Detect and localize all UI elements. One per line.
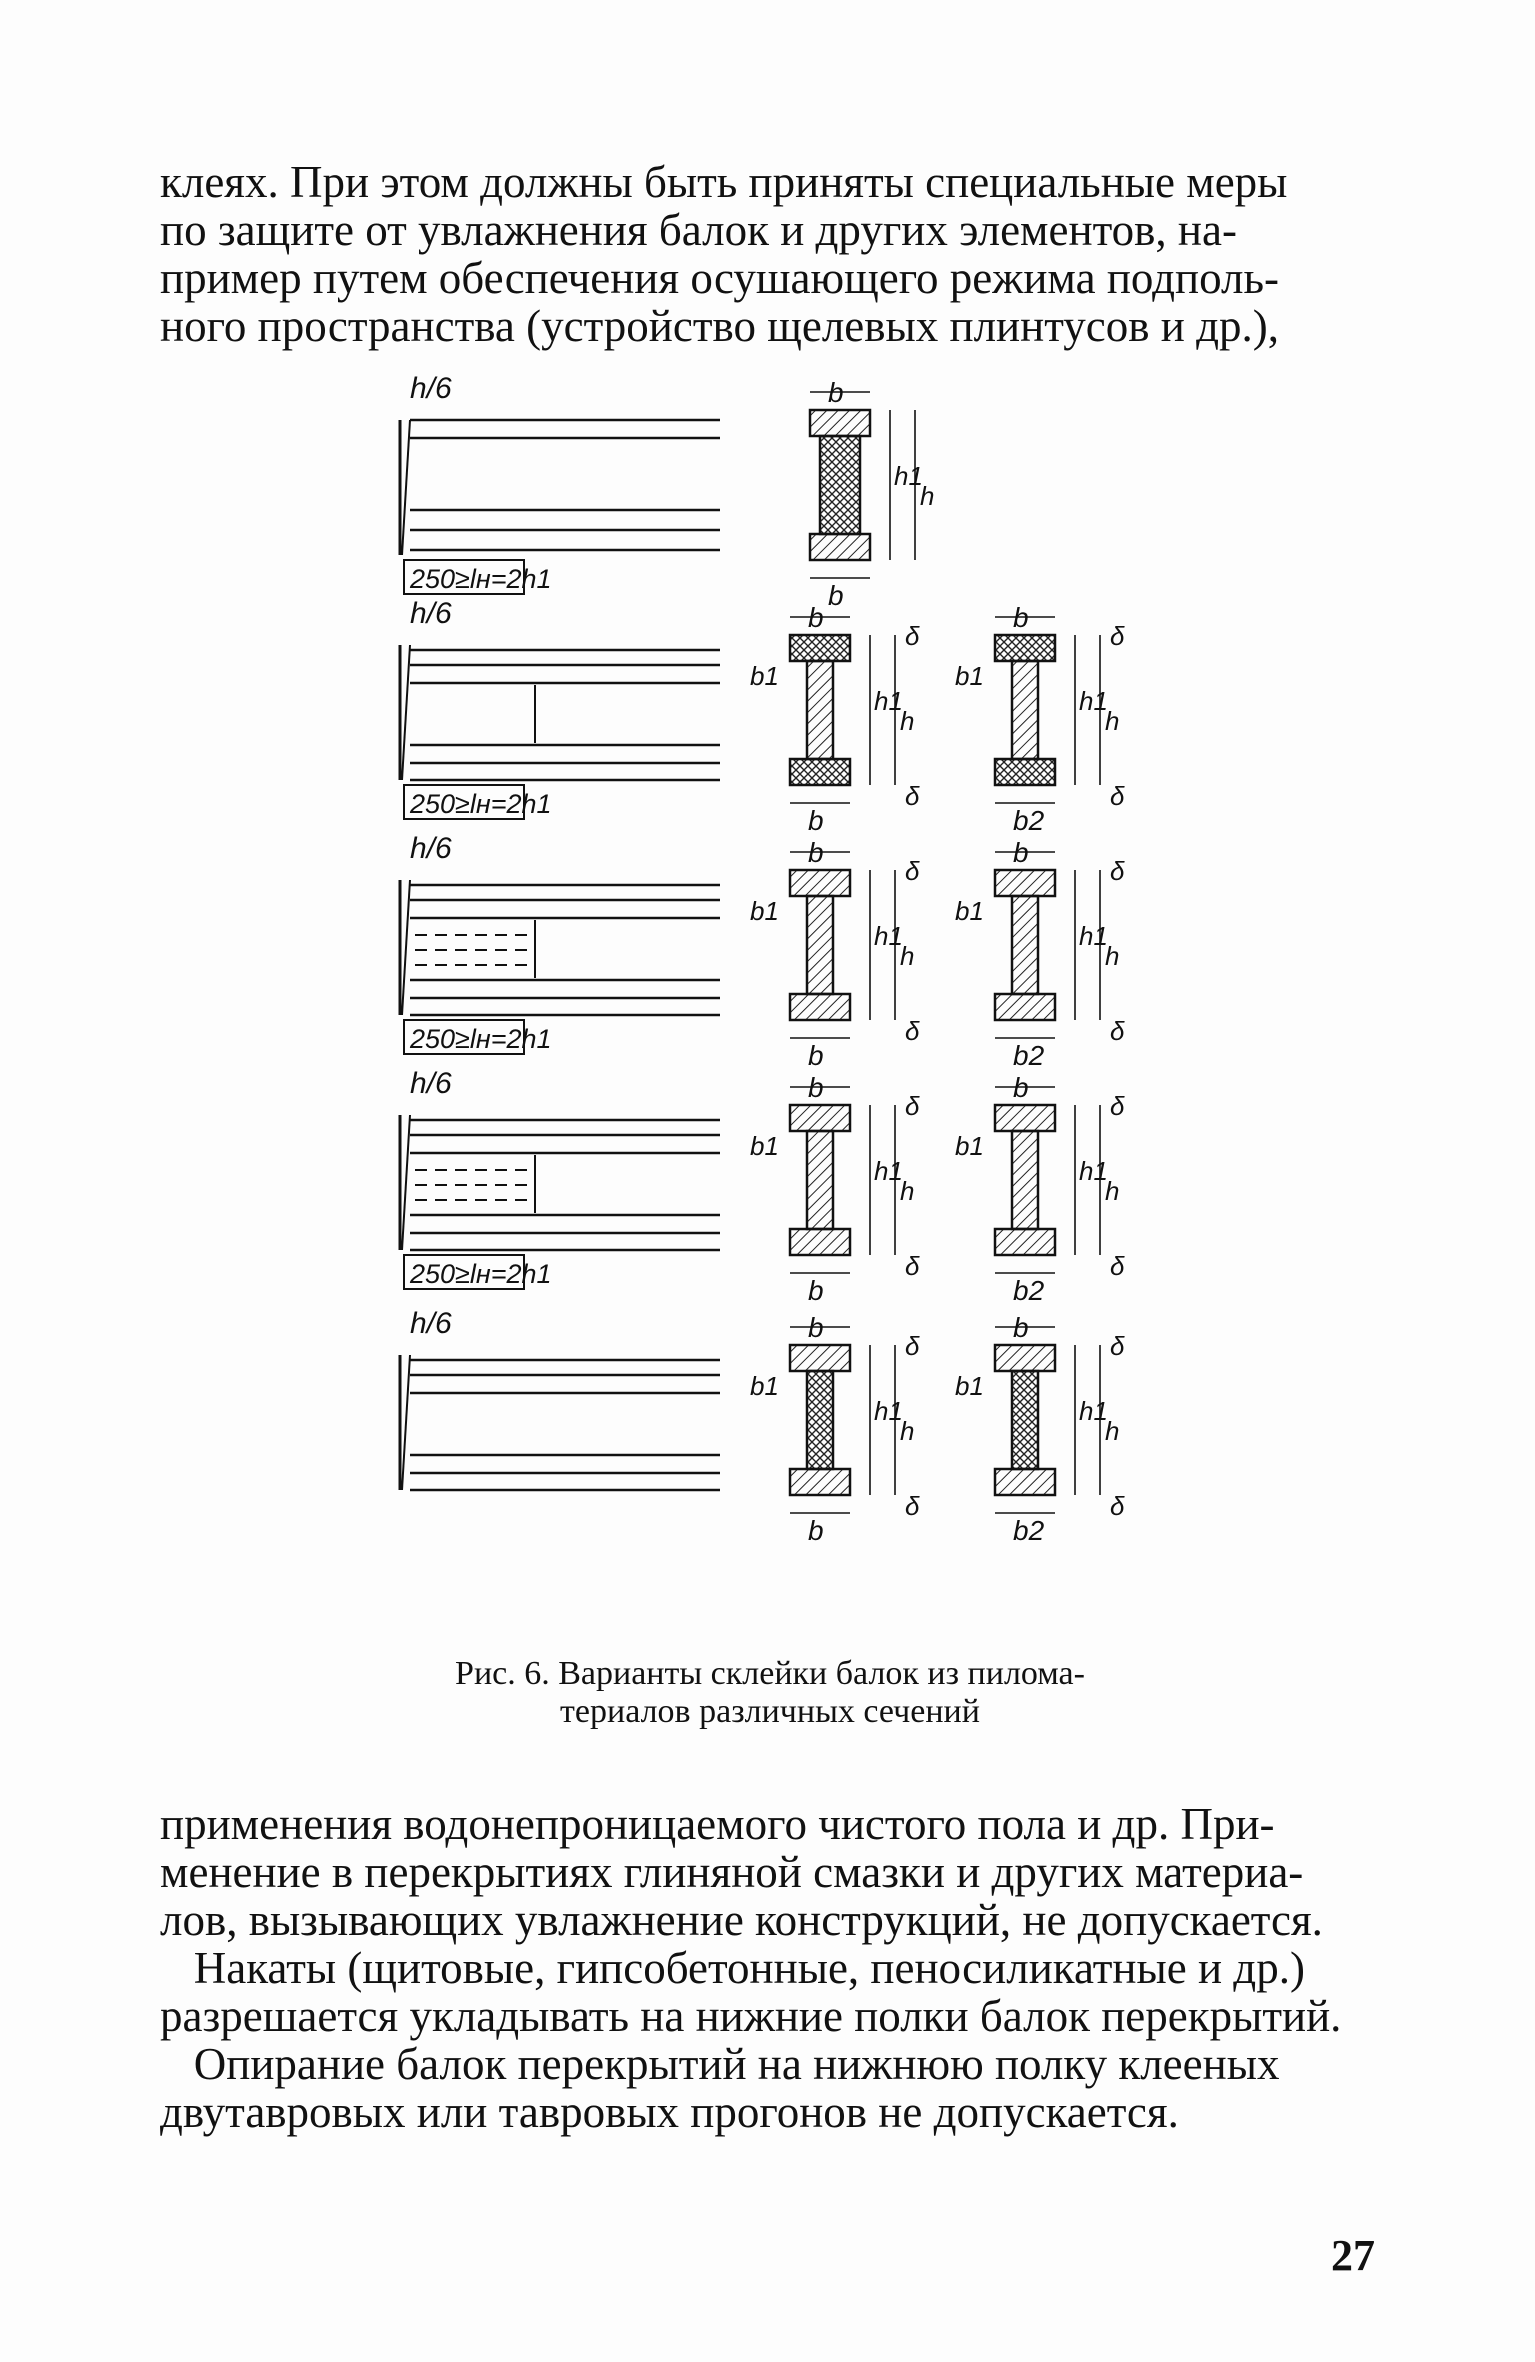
label-delta: δ	[905, 1491, 920, 1521]
label-h: h	[900, 1416, 915, 1446]
label-b1: b1	[955, 1131, 984, 1161]
label-b: b	[808, 602, 824, 633]
label-h1: h1	[874, 686, 903, 716]
web	[1012, 1131, 1038, 1229]
label-h: h	[1105, 941, 1120, 971]
web	[807, 1371, 833, 1469]
label-h6: h/6	[410, 597, 452, 630]
label-h: h	[920, 481, 935, 511]
web	[807, 896, 833, 994]
label-h1: h1	[874, 1156, 903, 1186]
web	[807, 661, 833, 759]
label-h: h	[1105, 1416, 1120, 1446]
figure-row	[400, 597, 1125, 836]
label-bottom: b2	[1013, 1275, 1045, 1306]
label-delta: δ	[1110, 781, 1125, 811]
label-h: h	[900, 706, 915, 736]
label-b: b	[1013, 1312, 1029, 1343]
page-number: 27	[1331, 2231, 1375, 2280]
top-flange	[790, 635, 850, 661]
label-length: 250≥lн=2h1	[410, 1259, 552, 1289]
text-line: лов, вызывающих увлажнение конструкций, не допускается.	[160, 1895, 1323, 1945]
label-delta: δ	[1110, 1016, 1125, 1046]
label-b: b	[808, 837, 824, 868]
bottom-flange	[810, 534, 870, 560]
beam-bevel-line	[402, 880, 410, 1015]
label-bottom: b	[828, 580, 844, 611]
label-b: b	[808, 1312, 824, 1343]
text-line: двутавровых или тавровых прогонов не допускается.	[160, 2087, 1179, 2137]
cross-section	[750, 1072, 920, 1306]
bottom-flange	[790, 759, 850, 785]
cross-section	[750, 1312, 920, 1546]
label-h1: h1	[1079, 921, 1108, 951]
cross-section	[750, 837, 920, 1071]
bottom-flange	[790, 1469, 850, 1495]
beam-bevel-line	[402, 420, 410, 555]
label-delta: δ	[1110, 1331, 1125, 1361]
figure-row	[400, 832, 1125, 1071]
label-bottom: b	[808, 805, 824, 836]
label-delta: δ	[905, 1331, 920, 1361]
label-delta: δ	[1110, 1491, 1125, 1521]
figure-row	[400, 1067, 1125, 1306]
cross-section	[955, 1072, 1125, 1306]
label-b: b	[828, 377, 844, 408]
text-line: клеях. При этом должны быть приняты специальные меры	[160, 157, 1288, 207]
label-h6: h/6	[410, 1067, 452, 1100]
top-flange	[790, 1105, 850, 1131]
bottom-paragraph	[160, 1800, 1370, 2136]
top-flange	[995, 870, 1055, 896]
label-delta: δ	[905, 856, 920, 886]
bottom-flange	[790, 994, 850, 1020]
label-b1: b1	[750, 661, 779, 691]
text-line: разрешается укладывать на нижние полки балок перекрытий.	[160, 1991, 1342, 2041]
text-line: по защите от увлажнения балок и других элементов, на-	[160, 205, 1237, 255]
bottom-flange	[995, 1229, 1055, 1255]
label-bottom: b2	[1013, 805, 1045, 836]
top-flange	[995, 1345, 1055, 1371]
bottom-flange	[995, 994, 1055, 1020]
label-h1: h1	[874, 921, 903, 951]
web	[820, 436, 860, 534]
label-b1: b1	[955, 661, 984, 691]
caption-line: Рис. 6. Варианты склейки балок из пилома-	[455, 1655, 1085, 1692]
text-line: Накаты (щитовые, гипсобетонные, пеносиликатные и др.)	[160, 1943, 1305, 1993]
caption-line: териалов различных сечений	[560, 1693, 980, 1730]
label-length: 250≥lн=2h1	[410, 1024, 552, 1054]
text-line: Опирание балок перекрытий на нижнюю полку клееных	[160, 2039, 1280, 2089]
label-h6: h/6	[410, 1307, 452, 1340]
label-h1: h1	[1079, 1156, 1108, 1186]
label-h6: h/6	[410, 372, 452, 405]
web	[807, 1131, 833, 1229]
label-delta: δ	[905, 1091, 920, 1121]
top-paragraph	[160, 158, 1370, 350]
top-flange	[810, 410, 870, 436]
bottom-flange	[790, 1229, 850, 1255]
cross-section	[810, 377, 934, 611]
label-delta: δ	[905, 621, 920, 651]
text-line: пример путем обеспечения осушающего режима подполь-	[160, 253, 1279, 303]
web	[1012, 896, 1038, 994]
label-bottom: b2	[1013, 1515, 1045, 1546]
top-flange	[790, 870, 850, 896]
label-b: b	[1013, 1072, 1029, 1103]
label-h: h	[1105, 1176, 1120, 1206]
label-h6: h/6	[410, 832, 452, 865]
text-line: менение в перекрытиях глиняной смазки и других материа-	[160, 1847, 1304, 1897]
label-b1: b1	[955, 1371, 984, 1401]
beam-gluing-figure	[380, 370, 1160, 1640]
label-b1: b1	[750, 1131, 779, 1161]
text-line: применения водонепроницаемого чистого пола и др. При-	[160, 1799, 1275, 1849]
label-b: b	[1013, 602, 1029, 633]
beam-bevel-line	[402, 1115, 410, 1250]
label-b1: b1	[750, 896, 779, 926]
label-delta: δ	[1110, 1251, 1125, 1281]
label-h: h	[1105, 706, 1120, 736]
web	[1012, 1371, 1038, 1469]
label-delta: δ	[905, 1251, 920, 1281]
beam-bevel-line	[402, 1355, 410, 1490]
label-bottom: b	[808, 1040, 824, 1071]
figure-caption	[380, 1655, 1160, 1731]
cross-section	[955, 602, 1125, 836]
cross-section	[955, 837, 1125, 1071]
figure-row	[400, 372, 934, 611]
label-bottom: b2	[1013, 1040, 1045, 1071]
label-delta: δ	[1110, 856, 1125, 886]
label-bottom: b	[808, 1275, 824, 1306]
top-flange	[790, 1345, 850, 1371]
top-flange	[995, 1105, 1055, 1131]
top-flange	[995, 635, 1055, 661]
cross-section	[955, 1312, 1125, 1546]
label-delta: δ	[905, 1016, 920, 1046]
cross-section	[750, 602, 920, 836]
beam-bevel-line	[402, 645, 410, 780]
label-delta: δ	[1110, 1091, 1125, 1121]
web	[1012, 661, 1038, 759]
label-h: h	[900, 1176, 915, 1206]
label-h1: h1	[1079, 686, 1108, 716]
label-h: h	[900, 941, 915, 971]
figure-rows	[400, 372, 1125, 1546]
label-b: b	[1013, 837, 1029, 868]
label-bottom: b	[808, 1515, 824, 1546]
label-b: b	[808, 1072, 824, 1103]
label-b1: b1	[955, 896, 984, 926]
text-line: ного пространства (устройство щелевых плинтусов и др.),	[160, 301, 1279, 351]
label-delta: δ	[905, 781, 920, 811]
figure-row	[400, 1307, 1125, 1546]
bottom-flange	[995, 759, 1055, 785]
label-b1: b1	[750, 1371, 779, 1401]
label-h1: h1	[874, 1396, 903, 1426]
label-h1: h1	[894, 461, 923, 491]
label-length: 250≥lн=2h1	[410, 789, 552, 819]
label-h1: h1	[1079, 1396, 1108, 1426]
label-delta: δ	[1110, 621, 1125, 651]
bottom-flange	[995, 1469, 1055, 1495]
label-length: 250≥lн=2h1	[410, 564, 552, 594]
